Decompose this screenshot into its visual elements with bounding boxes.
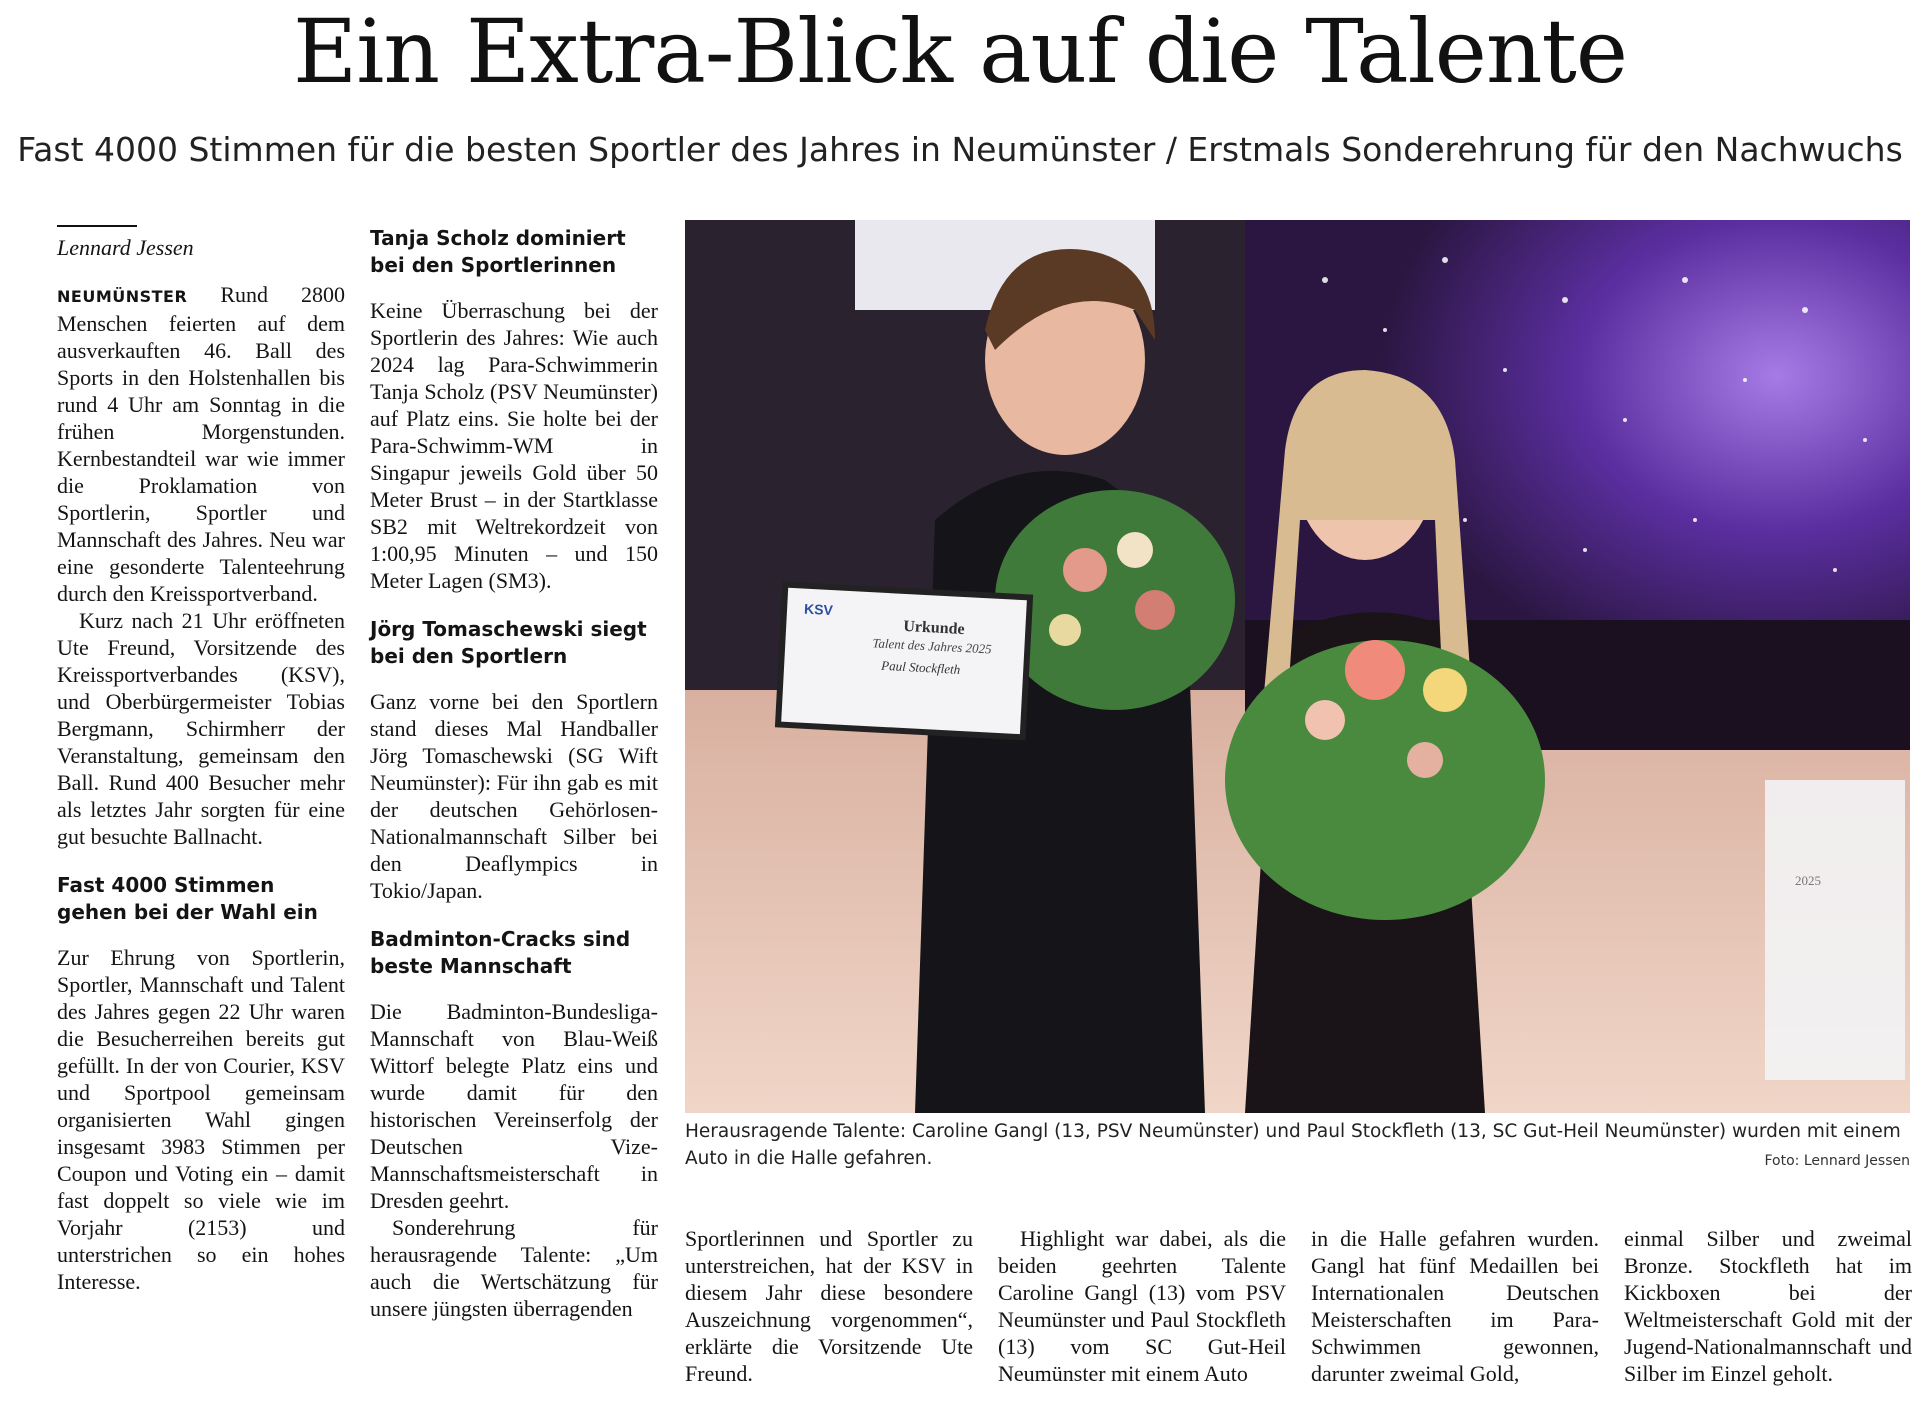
paragraph: Sonderehrung für herausragende Talente: „Um auch die Wertschätzung für unsere jüngsten überragenden xyxy=(370,1215,658,1321)
subheadline: Fast 4000 Stimmen für die besten Sportler des Jahres in Neumünster / Erstmals Sonderehrung für den Nachwuchs xyxy=(17,130,1903,169)
certificate-subtitle: Talent des Jahres 2025 xyxy=(872,635,992,657)
paragraph: Kurz nach 21 Uhr eröffneten Ute Freund, Vorsitzende des Kreissportverbandes (KSV), und Oberbürgermeister Tobias Bergmann, Schirmherr der Veranstaltung, gemeinsam den Ball. Rund 400 Besucher mehr als letztes Jahr sorgten für eine gut besuchte Ballnacht. xyxy=(57,608,345,849)
subheading: Jörg Tomaschewski siegt bei den Sportlern xyxy=(370,617,647,668)
paragraph: Sportlerinnen und Sportler zu unterstreichen, hat der KSV in diesem Jahr diese besondere Auszeichnung vorgenommen“, erklärte die Vorsitzende Ute Freund. xyxy=(685,1226,973,1386)
paragraph: Die Badminton-Bundesliga-Mannschaft von Blau-Weiß Wittorf belegte Platz eins und wurde damit für den historischen Vereinserfolg der Deutschen Vize-Mannschaftsmeisterschaft in Dresden geehrt. xyxy=(370,999,658,1213)
paragraph-text: Rund 2800 Menschen feierten auf dem ausverkauften 46. Ball des Sports in den Holstenhallen bis rund 4 Uhr am Sonntag in die frühen Morgenstunden. Kernbestandteil war wie immer die Proklamation von Sportlerin, Sportler und Mannschaft des Jahres. Neu war eine gesonderte Talenteehrung durch den Kreissportverband. xyxy=(57,282,345,606)
certificate-title: Urkunde xyxy=(902,617,966,639)
headline: Ein Extra-Blick auf die Talente xyxy=(293,0,1627,103)
subheading: Badminton-Cracks sind beste Mannschaft xyxy=(370,927,631,978)
subheading: Fast 4000 Stimmen gehen bei der Wahl ein xyxy=(57,873,318,924)
bottom-column-3 xyxy=(1311,1225,1599,1387)
paragraph: Ganz vorne bei den Sportlern stand dieses Mal Handballer Jörg Tomaschewski (SG Wift Neumünster): Für ihn gab es mit der deutschen Gehörlosen-Nationalmannschaft Silber bei den Deaflympics in Tokio/Japan. xyxy=(370,689,658,903)
article-photo xyxy=(685,220,1910,1113)
subheading: Tanja Scholz dominiert bei den Sportlerinnen xyxy=(370,226,626,277)
certificate-logo: KSV xyxy=(803,600,834,619)
paragraph: Keine Überraschung bei der Sportlerin des Jahres: Wie auch 2024 lag Para-Schwimmerin Tanja Scholz (PSV Neumünster) auf Platz eins. Sie holte bei der Para-Schwimm-WM in Singapur jeweils Gold über 50 Meter Brust – in der Startklasse SB2 mit Weltrekordzeit von 1:00,95 Minuten – und 150 Meter Lagen (SM3). xyxy=(370,298,658,593)
bottom-column-2 xyxy=(998,1225,1286,1387)
paragraph: Highlight war dabei, als die beiden geehrten Talente Caroline Gangl (13) vom PSV Neumünster und Paul Stockfleth (13) vom SC Gut-Heil Neumünster mit einem Auto xyxy=(998,1226,1286,1386)
author-byline: Lennard Jessen xyxy=(57,235,194,260)
paragraph: einmal Silber und zweimal Bronze. Stockfleth hat im Kickboxen bei der Weltmeisterschaft Gold mit der Jugend-Nationalmannschaft und Silber im Einzel geholt. xyxy=(1624,1226,1912,1386)
photo-caption: Herausragende Talente: Caroline Gangl (13, PSV Neumünster) und Paul Stockfleth (13, SC Gut-Heil Neumünster) wurden mit einem Auto in die Halle gefahren. xyxy=(685,1121,1901,1169)
paragraph xyxy=(57,281,345,607)
article-column-1 xyxy=(57,225,345,1295)
photo-illustration xyxy=(685,220,1910,1113)
paragraph: in die Halle gefahren wurden. Gangl hat fünf Medaillen bei Internationalen Deutschen Meisterschaften im Para-Schwimmen gewonnen, darunter zweimal Gold, xyxy=(1311,1226,1599,1386)
article-column-2 xyxy=(370,225,658,1322)
bottom-column-4 xyxy=(1624,1225,1912,1387)
photo-credit: Foto: Lennard Jessen xyxy=(1764,1153,1910,1169)
certificate-name: Paul Stockfleth xyxy=(880,657,961,677)
author-rule xyxy=(57,225,137,227)
right-certificate-year: 2025 xyxy=(1795,873,1821,888)
dateline: NEUMÜNSTER xyxy=(57,287,188,306)
paragraph: Zur Ehrung von Sportlerin, Sportler, Mannschaft und Talent des Jahres gegen 22 Uhr waren die Besucherreihen bereits gut gefüllt. In der von Courier, KSV und Sportpool gemeinsam organisierten Wahl gingen insgesamt 3983 Stimmen per Coupon und Voting ein – damit fast doppelt so viele wie im Vorjahr (2153) und unterstrichen so ein hohes Interesse. xyxy=(57,945,345,1294)
bottom-column-1 xyxy=(685,1225,973,1387)
